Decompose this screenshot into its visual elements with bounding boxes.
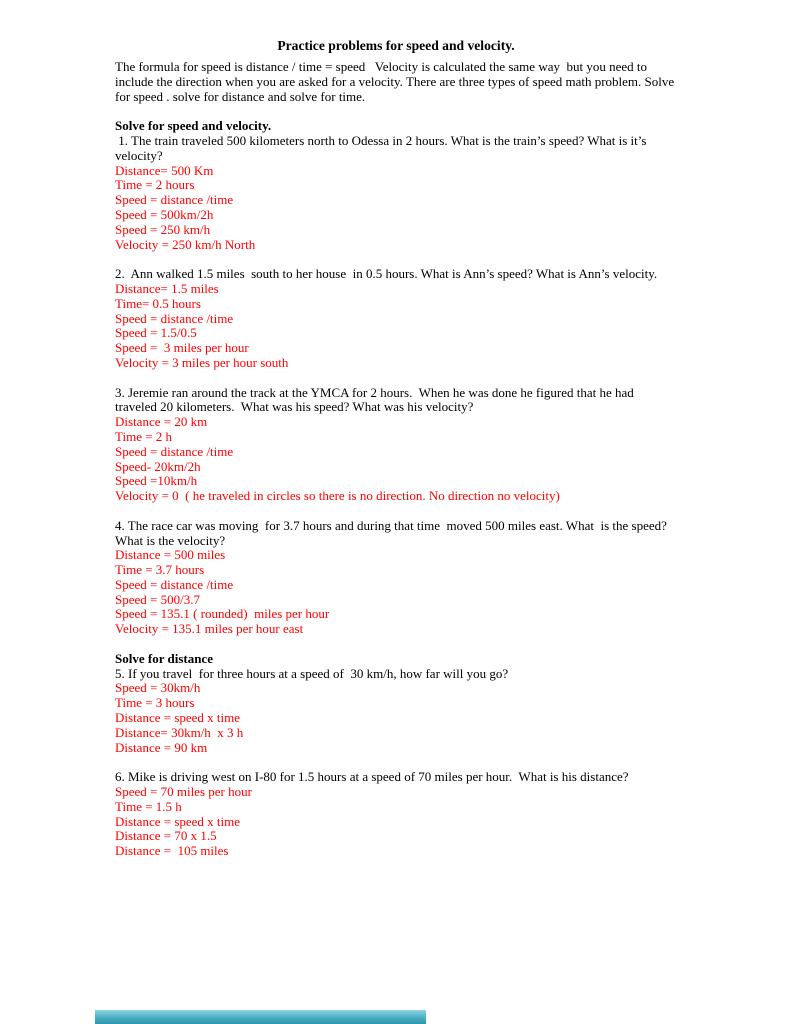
problems-container (115, 119, 677, 859)
answer-line: Time = 1.5 h (115, 798, 182, 814)
answer-line: Time = 3 hours (115, 695, 195, 711)
answer-line: Time= 0.5 hours (115, 295, 201, 311)
answer-line: Distance = speed x time (115, 710, 241, 726)
section-heading: Solve for speed and velocity. (115, 118, 272, 134)
answer-line: Speed = 70 miles per hour (115, 784, 252, 800)
problem-block (115, 386, 677, 504)
answer-line: Time = 2 hours (115, 177, 195, 193)
answer-line: Distance = 70 x 1.5 (115, 828, 217, 844)
decorative-strip-image (95, 1010, 426, 1024)
problem-text: 1. The train traveled 500 kilometers north to Odessa in 2 hours. What is the train’s speed? What is it’s velocity? (115, 132, 650, 163)
answer-line: Speed = 30km/h (115, 680, 201, 696)
answer-line: Speed- 20km/2h (115, 458, 201, 474)
problem-block (115, 770, 677, 859)
problem-text: 6. Mike is driving west on I-80 for 1.5 hours at a speed of 70 miles per hour. What is his distance? (115, 769, 629, 785)
answer-line: Speed = 3 miles per hour (115, 340, 249, 356)
problem-block (115, 134, 677, 252)
answer-line: Speed = distance /time (115, 443, 234, 459)
answer-line: Distance = 500 miles (115, 547, 226, 563)
answer-line: Distance = 90 km (115, 739, 208, 755)
answer-line: Speed = 135.1 ( rounded) miles per hour (115, 606, 330, 622)
answer-line: Distance = speed x time (115, 813, 241, 829)
answer-line: Velocity = 3 miles per hour south (115, 354, 289, 370)
answer-line: Speed = 1.5/0.5 (115, 325, 197, 341)
answer-line: Speed = distance /time (115, 310, 234, 326)
answer-line: Speed = 250 km/h (115, 221, 211, 237)
answer-line: Speed = 500/3.7 (115, 591, 200, 607)
answer-line: Speed =10km/h (115, 473, 198, 489)
answer-line: Velocity = 250 km/h North (115, 236, 256, 252)
section-heading: Solve for distance (115, 650, 213, 666)
problem-text: 5. If you travel for three hours at a speed of 30 km/h, how far will you go? (115, 665, 509, 681)
answer-line: Distance= 500 Km (115, 162, 214, 178)
answer-line: Distance= 30km/h x 3 h (115, 724, 244, 740)
page-title: Practice problems for speed and velocity. (277, 38, 515, 53)
problem-text: 3. Jeremie ran around the track at the YMCA for 2 hours. When he was done he figured that he had traveled 20 kilometers. What was his speed? What was his velocity? (115, 384, 638, 415)
answer-line: Time = 3.7 hours (115, 562, 205, 578)
problem-text: 4. The race car was moving for 3.7 hours and during that time moved 500 miles east. What is the speed? What is the velocity? (115, 517, 670, 548)
answer-line: Velocity = 135.1 miles per hour east (115, 621, 304, 637)
answer-line: Distance= 1.5 miles (115, 280, 219, 296)
answer-line: Distance = 20 km (115, 414, 208, 430)
answer-line: Speed = distance /time (115, 192, 234, 208)
answer-line: Speed = distance /time (115, 576, 234, 592)
answer-line: Distance = 105 miles (115, 843, 229, 859)
intro-paragraph: The formula for speed is distance / time = speed Velocity is calculated the same way but you need to include the direction when you are asked for a velocity. There are three types of speed math problem. Solve for speed . solve for distance and solve for time. (115, 59, 678, 104)
answer-line: Velocity = 0 ( he traveled in circles so there is no direction. No direction no velocity) (115, 488, 560, 504)
problem-block (115, 519, 677, 637)
problem-block (115, 267, 677, 371)
problem-block (115, 667, 677, 756)
answer-line: Speed = 500km/2h (115, 206, 214, 222)
answer-line: Time = 2 h (115, 428, 173, 444)
problem-text: 2. Ann walked 1.5 miles south to her house in 0.5 hours. What is Ann’s speed? What is Ann’s velocity. (115, 266, 658, 282)
